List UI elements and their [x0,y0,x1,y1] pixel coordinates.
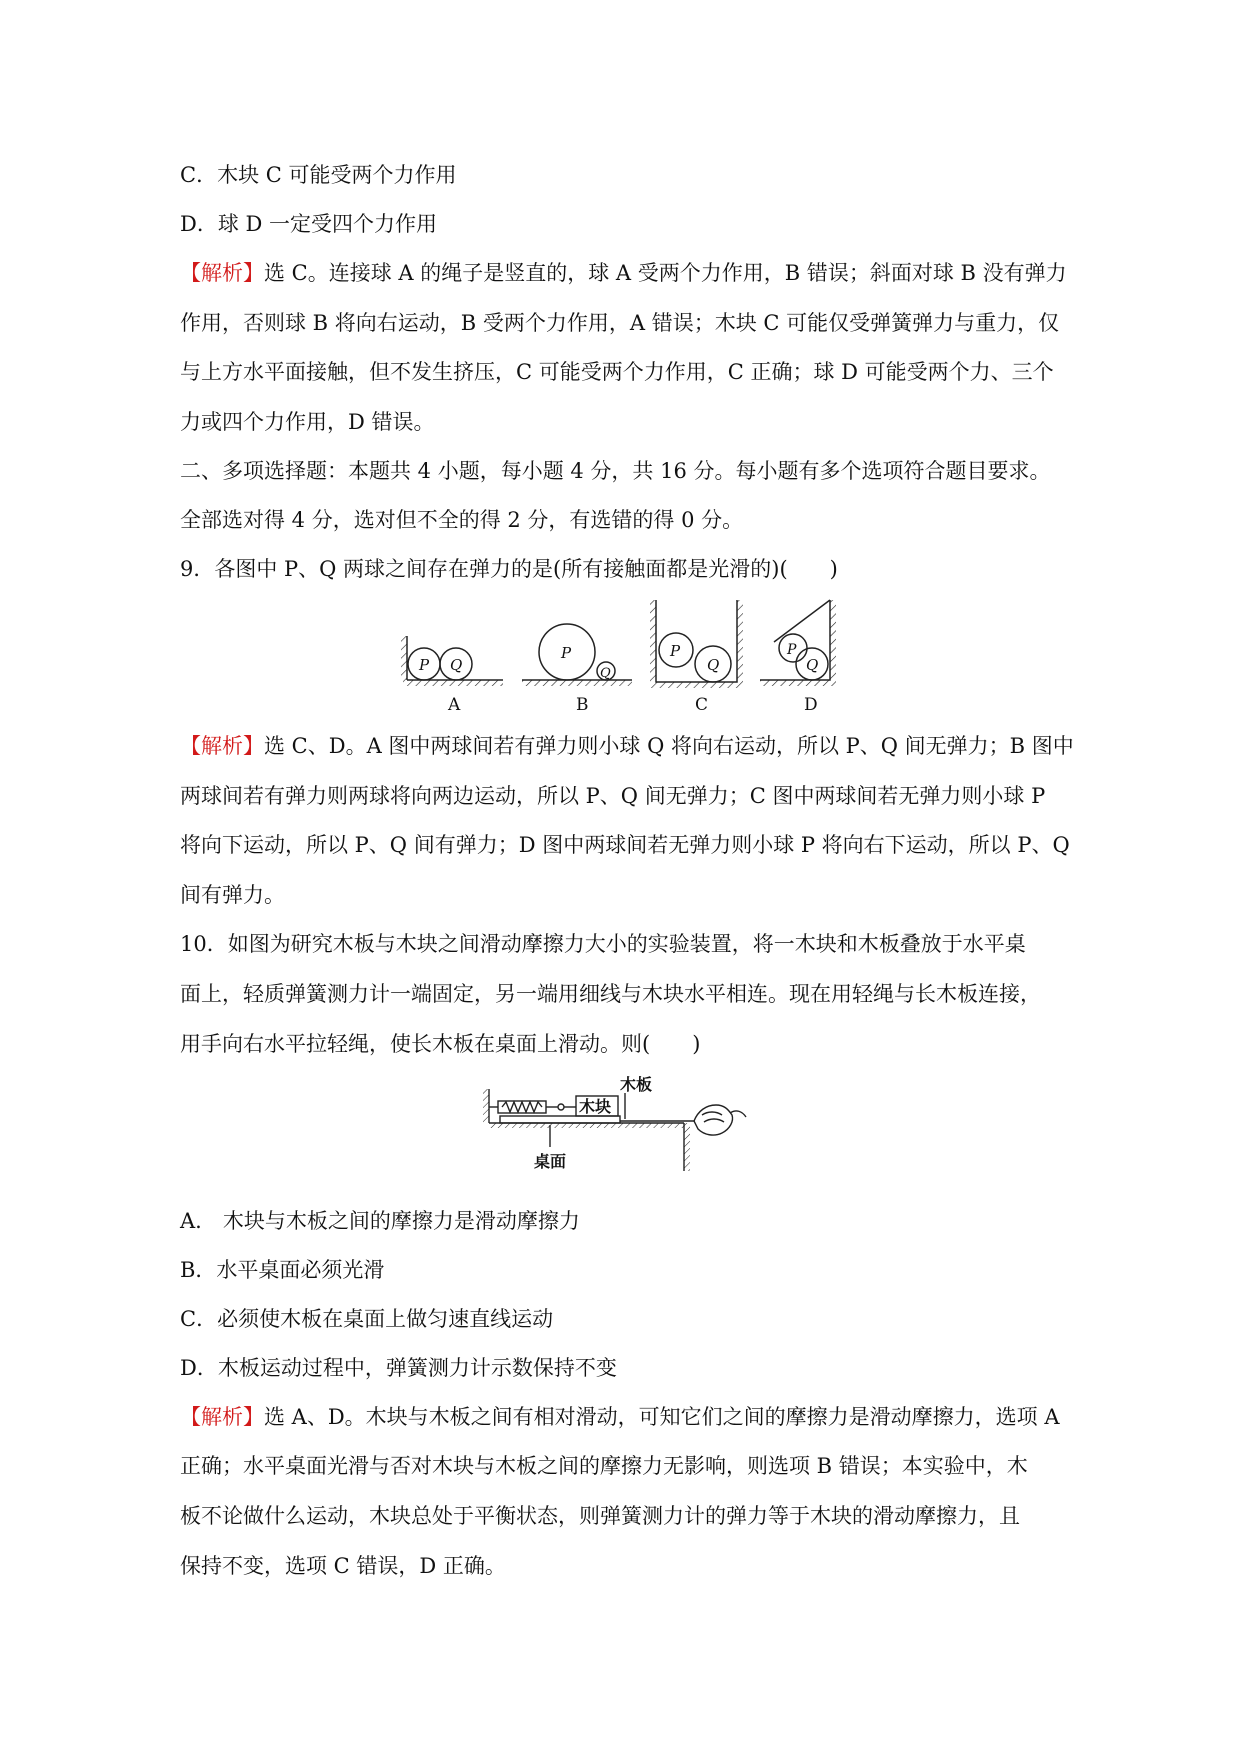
ball-p-label: P [561,644,572,662]
q8-analysis-line-1: 【解析】选 C。连接球 A 的绳子是竖直的，球 A 受两个力作用，B 错误；斜面对球 B 没有弹力 [180,261,1067,285]
figure-label-d: D [804,695,818,715]
section2-line-1: 二、多项选择题：本题共 4 小题，每小题 4 分，共 16 分。每小题有多个选项符合题目要求。 [180,459,1051,483]
q8-analysis-line-4: 力或四个力作用，D 错误。 [180,410,435,434]
ball-p-label: P [419,656,430,674]
q10-stem-line-1: 10．如图为研究木板与木块之间滑动摩擦力大小的实验装置，将一木块和木板叠放于水平桌 [180,932,1026,956]
ball-q-label: Q [450,656,463,674]
hand-icon [694,1105,746,1135]
q8-analysis-line-3: 与上方水平面接触，但不发生挤压，C 可能受两个力作用，C 正确；球 D 可能受两个力、三个 [180,360,1054,384]
q10-stem-line-2: 面上，轻质弹簧测力计一端固定，另一端用细线与木块水平相连。现在用轻绳与长木板连接， [180,982,1041,1006]
analysis-tag: 【解析】 [180,734,264,758]
q10-analysis-line-1: 【解析】选 A、D。木块与木板之间有相对滑动，可知它们之间的摩擦力是滑动摩擦力，选项 A [180,1405,1060,1429]
q9-analysis-line-2: 两球间若有弹力则两球将向两边运动，所以 P、Q 间无弹力；C 图中两球间若无弹力则小球 P [180,784,1046,808]
q10-option-a: A. 木块与木板之间的摩擦力是滑动摩擦力 [180,1209,580,1233]
block-label: 木块 [579,1097,612,1116]
figure-label-b: B [576,695,589,715]
table-label: 桌面 [534,1152,567,1171]
q9-analysis-line-1: 【解析】选 C、D。A 图中两球间若有弹力则小球 Q 将向右运动，所以 P、Q 间无弹力；B 图中 [180,734,1074,758]
figure-label-c: C [695,695,709,715]
ball-p-label: P [787,642,797,658]
q10-analysis-line-3: 板不论做什么运动，木块总处于平衡状态，则弹簧测力计的弹力等于木块的滑动摩擦力，且 [180,1504,1020,1528]
figure-b [522,624,632,686]
q8-option-c: C．木块 C 可能受两个力作用 [180,163,457,187]
analysis-tag: 【解析】 [180,1405,264,1429]
q9-figure [395,596,875,716]
figure-label-a: A [448,695,461,715]
ball-p-label: P [670,642,681,660]
q10-figure [480,1075,770,1175]
q9-stem: 9．各图中 P、Q 两球之间存在弹力的是(所有接触面都是光滑的)( ) [180,557,838,581]
q9-analysis-line-4: 间有弹力。 [180,883,285,907]
section2-line-2: 全部选对得 4 分，选对但不全的得 2 分，有选错的得 0 分。 [180,508,744,532]
q10-option-d: D．木板运动过程中，弹簧测力计示数保持不变 [180,1356,617,1380]
q10-stem-line-3: 用手向右水平拉轻绳，使长木板在桌面上滑动。则( ) [180,1032,701,1056]
ball-q-label: Q [707,656,720,674]
board-label: 木板 [620,1075,653,1094]
q10-analysis-line-4: 保持不变，选项 C 错误，D 正确。 [180,1554,506,1578]
figure-d [760,600,836,686]
analysis-tag: 【解析】 [180,261,264,285]
ball-q-label: Q [600,666,611,681]
q10-analysis-line-2: 正确；水平桌面光滑与否对木块与木板之间的摩擦力无影响，则选项 B 错误；本实验中，木 [180,1454,1028,1478]
ball-q-label: Q [806,656,819,674]
q10-option-b: B．水平桌面必须光滑 [180,1258,385,1282]
spring-scale [489,1101,576,1113]
q9-analysis-line-3: 将向下运动，所以 P、Q 间有弹力；D 图中两球间若无弹力则小球 P 将向右下运动，所以 P、Q [180,833,1070,857]
q8-option-d: D．球 D 一定受四个力作用 [180,212,438,236]
figure-c [650,600,743,688]
q8-analysis-line-2: 作用，否则球 B 将向右运动，B 受两个力作用，A 错误；木块 C 可能仅受弹簧弹力与重力，仅 [180,311,1060,335]
q10-option-c: C．必须使木板在桌面上做匀速直线运动 [180,1307,554,1331]
